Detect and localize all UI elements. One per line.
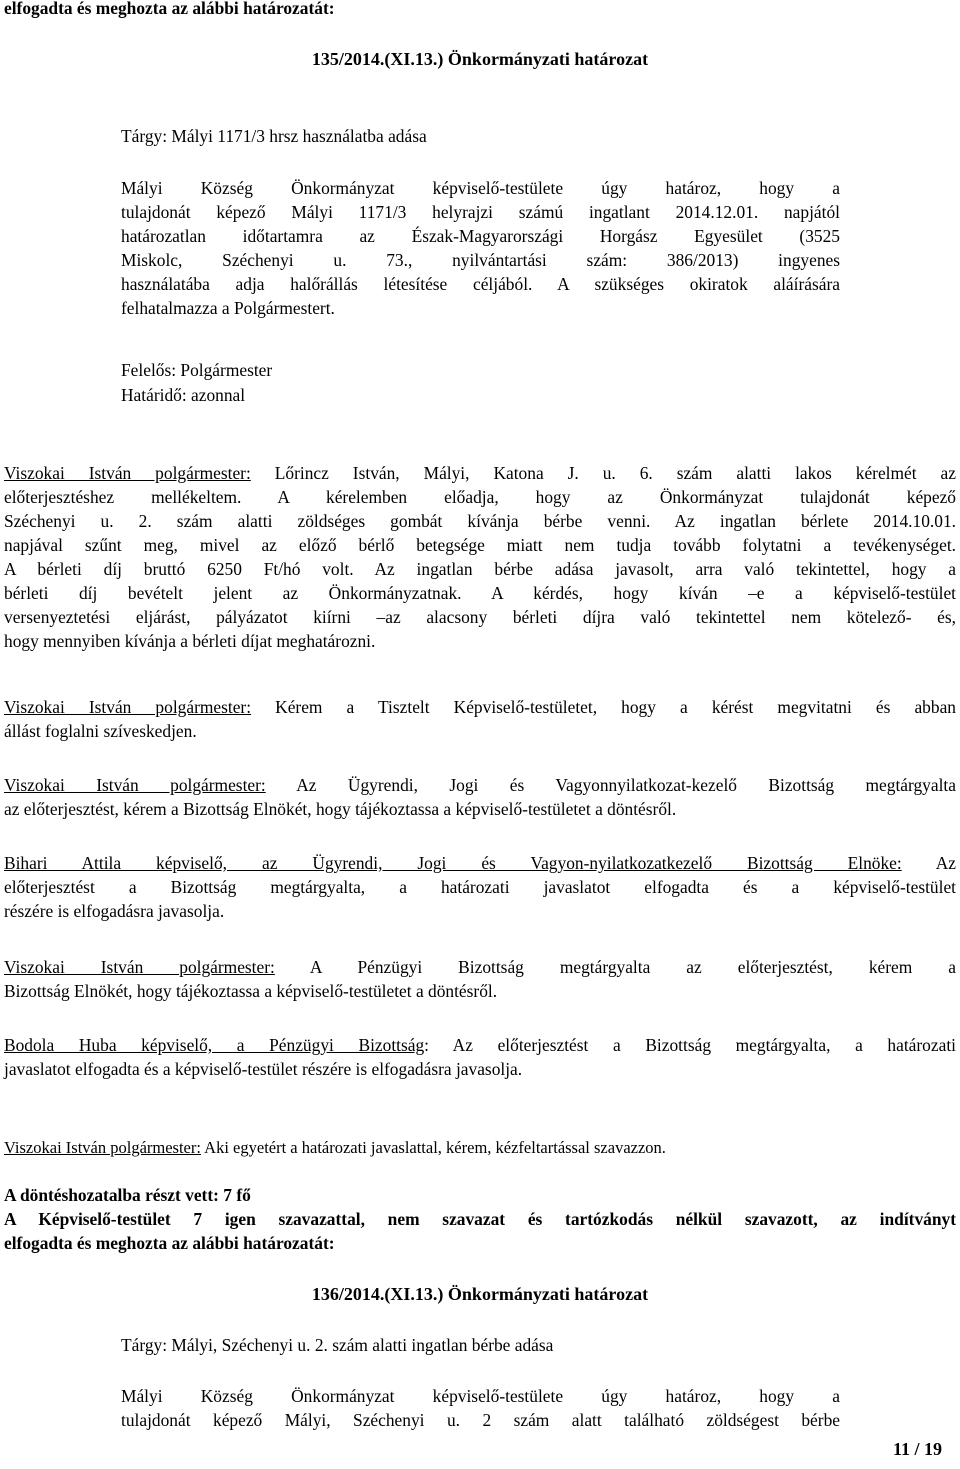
- text-line: tulajdonát képező Mályi, Széchenyi u. 2 szám alatt található zöldségest bérbe: [121, 1410, 840, 1430]
- text-line: : Az előterjesztést a Bizottság megtárgyalta, a határozati: [424, 1035, 956, 1055]
- text-line: versenyeztetési eljárást, pályázatot kiírni –az alacsony bérleti díjra való tekintettel nem kötelező- és,: [4, 607, 956, 627]
- paragraph-mayor-vote-call: [4, 1136, 956, 1160]
- text-line: állást foglalni szíveskedjen.: [4, 721, 197, 741]
- speaker-name: Viszokai István polgármester:: [4, 697, 252, 717]
- text-line: javaslatot elfogadta és a képviselő-testület részére is elfogadásra javasolja.: [4, 1059, 523, 1079]
- text-line: A Pénzügyi Bizottság megtárgyalta az előterjesztést, kérem a: [274, 957, 956, 977]
- text-line: Mályi Község Önkormányzat képviselő-testülete úgy határoz, hogy a: [121, 178, 840, 198]
- resolution-135-text: [121, 176, 840, 320]
- text-line: hogy mennyiben kívánja a bérleti díjat meghatározni.: [4, 631, 376, 651]
- text-line: Lőrincz István, Mályi, Katona J. u. 6. szám alatti lakos kérelmét az: [250, 463, 956, 483]
- speaker-name: Bodola Huba képviselő, a Pénzügyi Bizottság: [4, 1035, 425, 1055]
- resolution-135-title: 135/2014.(XI.13.) Önkormányzati határozat: [311, 49, 649, 69]
- text-line: Bizottság Elnökét, hogy tájékoztassa a képviselő-testületet a döntésről.: [4, 981, 498, 1001]
- resolution-135-subject: Tárgy: Mályi 1171/3 hrsz használatba adása: [121, 126, 427, 146]
- text-line: tulajdonát képező Mályi 1171/3 helyrajzi számú ingatlant 2014.12.01. napjától: [121, 202, 840, 222]
- resolution-135-responsible: Felelős: Polgármester: [121, 360, 273, 380]
- resolution-136-title: 136/2014.(XI.13.) Önkormányzati határozat: [311, 1284, 649, 1304]
- text-line: Mályi Község Önkormányzat képviselő-testülete úgy határoz, hogy a: [121, 1386, 840, 1406]
- paragraph-mayor-committee: [4, 773, 956, 821]
- text-line: bérleti díj bevételt jelent az Önkormányzatnak. A kérdés, hogy kíván –e a képviselő-testület: [4, 583, 956, 603]
- text-line: előterjesztéshez mellékeltem. A kérelemben előadja, hogy az Önkormányzat tulajdonát képező: [4, 487, 956, 507]
- text-line: Az Ügyrendi, Jogi és Vagyonnyilatkozat-kezelő Bizottság megtárgyalta: [265, 775, 956, 795]
- paragraph-mayor-request-vote: [4, 695, 956, 743]
- text-line: felhatalmazza a Polgármestert.: [121, 298, 335, 318]
- top-line: elfogadta és meghozta az alábbi határozatát:: [4, 0, 335, 18]
- page-number: 11 / 19: [892, 1439, 942, 1459]
- text-line: napjával szűnt meg, mivel az előző bérlő betegsége miatt nem tudja tovább folytatni a tevékenységet.: [4, 535, 956, 555]
- text-line: részére is elfogadásra javasolja.: [4, 901, 225, 921]
- resolution-135-deadline: Határidő: azonnal: [121, 385, 246, 405]
- paragraph-mayor-request: [4, 461, 956, 653]
- speaker-name: Viszokai István polgármester:: [4, 957, 275, 977]
- paragraph-committee-chair: [4, 851, 956, 923]
- text-line: Aki egyetért a határozati javaslattal, kérem, kézfeltartással szavazzon.: [200, 1138, 666, 1157]
- text-line: Kérem a Tisztelt Képviselő-testületet, hogy a kérést megvitatni és abban: [251, 697, 956, 717]
- vote-attendance: A döntéshozatalba részt vett: 7 fő: [4, 1185, 251, 1205]
- speaker-name: Bihari Attila képviselő, az Ügyrendi, Jogi és Vagyon-nyilatkozatkezelő Bizottság Elnöke:: [4, 853, 902, 873]
- speaker-name: Viszokai István polgármester:: [4, 775, 266, 795]
- paragraph-finance-committee: [4, 1033, 956, 1081]
- speaker-name: Viszokai István polgármester:: [4, 1138, 201, 1157]
- resolution-136-subject: Tárgy: Mályi, Széchenyi u. 2. szám alatti ingatlan bérbe adása: [121, 1335, 554, 1355]
- vote-result: A Képviselő-testület 7 igen szavazattal, nem szavazat és tartózkodás nélkül szavazott, az indítványt: [4, 1209, 956, 1229]
- resolution-136-text: [121, 1384, 840, 1432]
- text-line: A bérleti díj bruttó 6250 Ft/hó volt. Az ingatlan bérbe adása javasolt, arra való tekintettel, hogy a: [4, 559, 956, 579]
- text-line: Miskolc, Széchenyi u. 73., nyilvántartási szám: 386/2013) ingyenes: [121, 250, 840, 270]
- speaker-name: Viszokai István polgármester:: [4, 463, 251, 483]
- text-line: előterjesztést a Bizottság megtárgyalta, a határozati javaslatot elfogadta és a képviselő-testület: [4, 877, 956, 897]
- text-line: Az: [901, 853, 956, 873]
- vote-result-cont: elfogadta és meghozta az alábbi határozatát:: [4, 1233, 335, 1253]
- paragraph-mayor-finance: [4, 955, 956, 1003]
- text-line: az előterjesztést, kérem a Bizottság Elnökét, hogy tájékoztassa a képviselő-testületet a döntésről.: [4, 799, 677, 819]
- text-line: határozatlan időtartamra az Észak-Magyarországi Horgász Egyesület (3525: [121, 226, 840, 246]
- text-line: Széchenyi u. 2. szám alatti zöldséges gombát kívánja bérbe venni. Az ingatlan bérlete 2014.10.01.: [4, 511, 956, 531]
- text-line: használatába adja halőrállás létesítése céljából. A szükséges okiratok aláírására: [121, 274, 840, 294]
